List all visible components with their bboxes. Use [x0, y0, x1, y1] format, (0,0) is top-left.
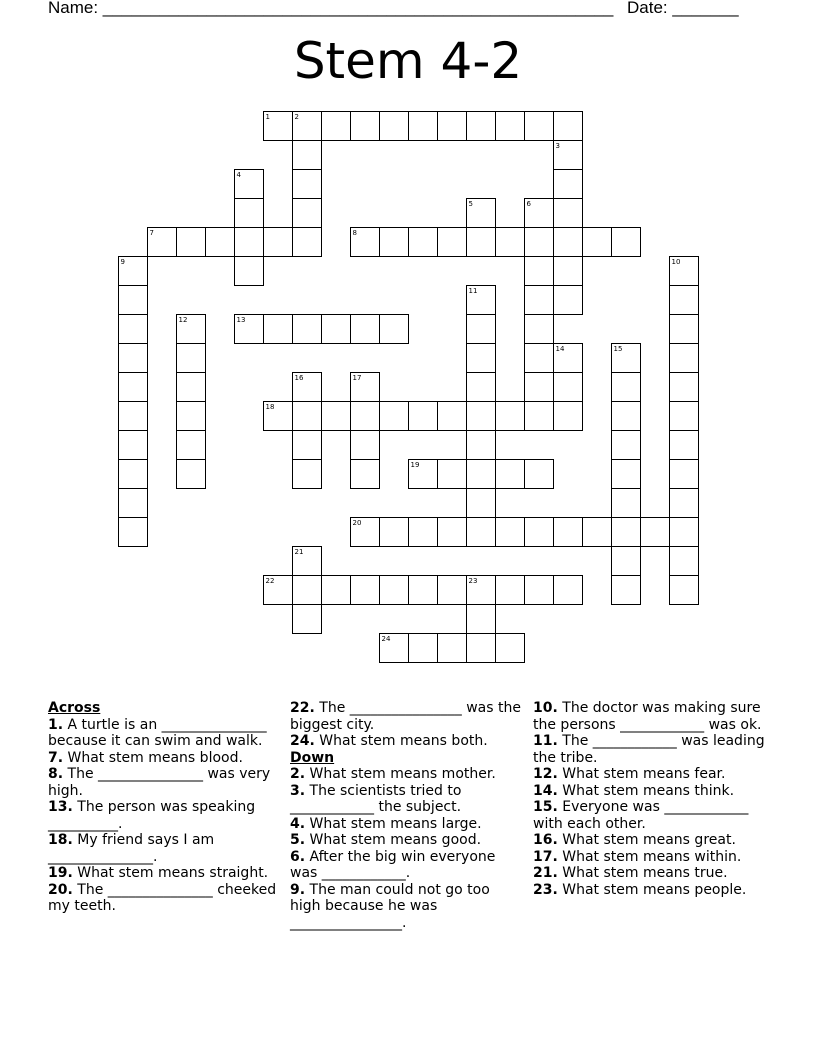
grid-cell[interactable]: [524, 256, 554, 286]
across-heading: Across: [48, 700, 101, 716]
grid-cell[interactable]: [524, 459, 554, 489]
grid-cell[interactable]: [408, 517, 438, 547]
grid-cell[interactable]: [611, 459, 641, 489]
grid-cell[interactable]: [350, 575, 380, 605]
grid-cell[interactable]: [408, 633, 438, 663]
clue-across-13: 13. The person was speaking __________.: [48, 799, 256, 832]
grid-cell[interactable]: [118, 314, 148, 344]
grid-cell[interactable]: [263, 111, 293, 141]
grid-cell[interactable]: [234, 314, 264, 344]
grid-cell[interactable]: [292, 401, 322, 431]
grid-cell[interactable]: [292, 169, 322, 199]
clue-down-9: 9. The man could not go too high because he was ________________.: [290, 881, 490, 931]
clue-number: 23: [468, 576, 478, 585]
grid-cell[interactable]: [176, 401, 206, 431]
grid-cell[interactable]: [176, 430, 206, 460]
clue-column-1: [48, 700, 280, 915]
grid-cell[interactable]: [263, 401, 293, 431]
grid-cell[interactable]: [350, 314, 380, 344]
grid-cell[interactable]: [524, 372, 554, 402]
grid-cell[interactable]: [437, 575, 467, 605]
grid-cell[interactable]: [495, 401, 525, 431]
grid-cell[interactable]: [292, 314, 322, 344]
grid-cell[interactable]: [292, 372, 322, 402]
grid-cell[interactable]: [669, 575, 699, 605]
clue-down-11: 11. The ____________ was leading the tribe.: [533, 733, 765, 766]
clue-across-8: 8. The _______________ was very high.: [48, 766, 271, 799]
grid-cell[interactable]: [350, 459, 380, 489]
grid-cell[interactable]: [350, 401, 380, 431]
grid-cell[interactable]: [582, 227, 612, 257]
clue-number: 15: [613, 344, 623, 353]
grid-cell[interactable]: [292, 227, 322, 257]
grid-cell[interactable]: [350, 372, 380, 402]
grid-cell[interactable]: [466, 111, 496, 141]
clue-down-4: 4. What stem means large.: [290, 815, 482, 832]
grid-cell[interactable]: [466, 517, 496, 547]
grid-cell[interactable]: [611, 343, 641, 373]
grid-cell[interactable]: [669, 430, 699, 460]
grid-cell[interactable]: [495, 459, 525, 489]
grid-cell[interactable]: [118, 401, 148, 431]
grid-cell[interactable]: [669, 401, 699, 431]
grid-cell[interactable]: [263, 314, 293, 344]
grid-cell[interactable]: [118, 256, 148, 286]
grid-cell[interactable]: [437, 459, 467, 489]
clue-number: 13: [236, 315, 246, 324]
grid-cell[interactable]: [553, 198, 583, 228]
clue-down-17: 17. What stem means within.: [533, 848, 742, 865]
grid-cell[interactable]: [118, 517, 148, 547]
grid-cell[interactable]: [611, 430, 641, 460]
grid-cell[interactable]: [350, 227, 380, 257]
grid-cell[interactable]: [524, 575, 554, 605]
clue-number: 12: [178, 315, 188, 324]
clue-across-7: 7. What stem means blood.: [48, 749, 243, 766]
grid-cell[interactable]: [669, 459, 699, 489]
grid-cell[interactable]: [350, 430, 380, 460]
grid-cell[interactable]: [466, 314, 496, 344]
grid-cell[interactable]: [669, 372, 699, 402]
clue-number: 16: [294, 373, 304, 382]
grid-cell[interactable]: [147, 227, 177, 257]
grid-cell[interactable]: [466, 285, 496, 315]
clue-number: 3: [555, 141, 560, 150]
clue-across-20: 20. The _______________ cheeked my teeth.: [48, 881, 277, 914]
grid-cell[interactable]: [466, 372, 496, 402]
grid-cell[interactable]: [669, 256, 699, 286]
page-title: Stem 4-2: [293, 32, 523, 90]
grid-cell[interactable]: [669, 488, 699, 518]
grid-cell[interactable]: [669, 285, 699, 315]
grid-cell[interactable]: [669, 343, 699, 373]
grid-cell[interactable]: [553, 372, 583, 402]
grid-cell[interactable]: [437, 401, 467, 431]
name-field[interactable]: Name: ______________________________________________________: [48, 0, 614, 17]
grid-cell[interactable]: [495, 111, 525, 141]
clue-across-22: 22. The ________________ was the biggest city.: [290, 700, 521, 733]
grid-cell[interactable]: [495, 517, 525, 547]
clue-column-2: [290, 700, 522, 931]
grid-cell[interactable]: [495, 227, 525, 257]
clue-down-10: 10. The doctor was making sure the persons ____________ was ok.: [533, 700, 762, 733]
clue-number: 20: [352, 518, 362, 527]
date-field[interactable]: Date: _______: [627, 0, 739, 17]
grid-cell[interactable]: [263, 575, 293, 605]
clue-number: 24: [381, 634, 391, 643]
grid-cell[interactable]: [524, 314, 554, 344]
grid-cell[interactable]: [176, 227, 206, 257]
grid-cell[interactable]: [321, 314, 351, 344]
grid-cell[interactable]: [379, 111, 409, 141]
clue-number: 1: [265, 112, 270, 121]
grid-cell[interactable]: [408, 401, 438, 431]
clue-number: 10: [671, 257, 681, 266]
grid-cell[interactable]: [292, 575, 322, 605]
grid-cell[interactable]: [611, 401, 641, 431]
clue-number: 14: [555, 344, 565, 353]
clue-number: 4: [236, 170, 241, 179]
grid-cell[interactable]: [524, 401, 554, 431]
grid-cell[interactable]: [524, 343, 554, 373]
grid-cell[interactable]: [321, 575, 351, 605]
grid-cell[interactable]: [118, 459, 148, 489]
grid-cell[interactable]: [118, 372, 148, 402]
grid-cell[interactable]: [234, 169, 264, 199]
grid-cell[interactable]: [669, 517, 699, 547]
grid-cell[interactable]: [263, 227, 293, 257]
grid-cell[interactable]: [553, 227, 583, 257]
grid-cell[interactable]: [524, 285, 554, 315]
grid-cell[interactable]: [611, 517, 641, 547]
clue-down-6: 6. After the big win everyone was ____________.: [290, 848, 496, 881]
grid-cell[interactable]: [669, 314, 699, 344]
grid-cell[interactable]: [669, 546, 699, 576]
grid-cell[interactable]: [553, 140, 583, 170]
grid-cell[interactable]: [466, 430, 496, 460]
grid-cell[interactable]: [611, 488, 641, 518]
grid-cell[interactable]: [640, 517, 670, 547]
clue-across-18: 18. My friend says I am _______________.: [48, 832, 215, 865]
clue-number: 7: [149, 228, 154, 237]
grid-cell[interactable]: [350, 517, 380, 547]
clue-down-5: 5. What stem means good.: [290, 832, 482, 848]
clue-down-16: 16. What stem means great.: [533, 832, 736, 848]
grid-cell[interactable]: [582, 517, 612, 547]
grid-cell[interactable]: [379, 314, 409, 344]
clue-across-1: 1. A turtle is an _______________ because it can swim and walk.: [48, 716, 267, 749]
down-heading: Down: [290, 749, 335, 766]
grid-cell[interactable]: [379, 575, 409, 605]
grid-cell[interactable]: [176, 372, 206, 402]
clue-down-3: 3. The scientists tried to ____________ the subject.: [290, 782, 462, 815]
grid-cell[interactable]: [437, 227, 467, 257]
grid-cell[interactable]: [495, 633, 525, 663]
clue-down-15: 15. Everyone was ____________ with each other.: [533, 799, 749, 832]
grid-cell[interactable]: [437, 633, 467, 663]
grid-cell[interactable]: [466, 575, 496, 605]
grid-cell[interactable]: [321, 401, 351, 431]
clue-number: 8: [352, 228, 357, 237]
clue-number: 9: [120, 257, 125, 266]
grid-cell[interactable]: [118, 488, 148, 518]
grid-cell[interactable]: [524, 517, 554, 547]
clue-number: 17: [352, 373, 362, 382]
clue-number: 6: [526, 199, 531, 208]
grid-cell[interactable]: [611, 575, 641, 605]
grid-cell[interactable]: [379, 517, 409, 547]
grid-cell[interactable]: [292, 604, 322, 634]
clue-number: 22: [265, 576, 275, 585]
grid-cell[interactable]: [292, 140, 322, 170]
grid-cell[interactable]: [553, 169, 583, 199]
grid-cell[interactable]: [524, 198, 554, 228]
grid-cell[interactable]: [553, 285, 583, 315]
grid-cell[interactable]: [176, 459, 206, 489]
grid-cell[interactable]: [524, 227, 554, 257]
grid-cell[interactable]: [292, 198, 322, 228]
grid-cell[interactable]: [292, 111, 322, 141]
grid-cell[interactable]: [437, 111, 467, 141]
grid-cell[interactable]: [408, 459, 438, 489]
clue-down-21: 21. What stem means true.: [533, 865, 728, 881]
grid-cell[interactable]: [466, 227, 496, 257]
grid-cell[interactable]: [553, 343, 583, 373]
grid-cell[interactable]: [234, 198, 264, 228]
clue-number: 5: [468, 199, 473, 208]
grid-cell[interactable]: [611, 546, 641, 576]
grid-cell[interactable]: [553, 575, 583, 605]
clue-number: 21: [294, 547, 304, 556]
grid-cell[interactable]: [234, 227, 264, 257]
grid-cell[interactable]: [408, 111, 438, 141]
grid-cell[interactable]: [408, 575, 438, 605]
grid-cell[interactable]: [118, 285, 148, 315]
clue-down-2: 2. What stem means mother.: [290, 766, 496, 782]
clue-number: 11: [468, 286, 478, 295]
grid-cell[interactable]: [437, 517, 467, 547]
grid-cell[interactable]: [379, 227, 409, 257]
grid-cell[interactable]: [466, 401, 496, 431]
grid-cell[interactable]: [553, 401, 583, 431]
grid-cell[interactable]: [379, 401, 409, 431]
grid-cell[interactable]: [524, 111, 554, 141]
clue-down-23: 23. What stem means people.: [533, 881, 747, 898]
grid-cell[interactable]: [495, 575, 525, 605]
clue-across-24: 24. What stem means both.: [290, 733, 488, 749]
clue-number: 18: [265, 402, 275, 411]
grid-cell[interactable]: [292, 546, 322, 576]
grid-cell[interactable]: [408, 227, 438, 257]
grid-cell[interactable]: [205, 227, 235, 257]
clue-down-12: 12. What stem means fear.: [533, 766, 726, 782]
grid-cell[interactable]: [292, 430, 322, 460]
clue-number: 2: [294, 112, 299, 121]
clue-across-19: 19. What stem means straight.: [48, 865, 269, 881]
grid-cell[interactable]: [611, 372, 641, 402]
grid-cell[interactable]: [466, 488, 496, 518]
grid-cell[interactable]: [176, 314, 206, 344]
grid-cell[interactable]: [553, 111, 583, 141]
grid-cell[interactable]: [350, 111, 380, 141]
grid-cell[interactable]: [176, 343, 206, 373]
grid-cell[interactable]: [466, 198, 496, 228]
grid-cell[interactable]: [234, 256, 264, 286]
grid-cell[interactable]: [118, 430, 148, 460]
grid-cell[interactable]: [466, 633, 496, 663]
grid-cell[interactable]: [466, 459, 496, 489]
clue-number: 19: [410, 460, 420, 469]
grid-cell[interactable]: [379, 633, 409, 663]
grid-cell[interactable]: [118, 343, 148, 373]
grid-cell[interactable]: [553, 517, 583, 547]
grid-cell[interactable]: [466, 604, 496, 634]
grid-cell[interactable]: [611, 227, 641, 257]
grid-cell[interactable]: [553, 256, 583, 286]
grid-cell[interactable]: [466, 343, 496, 373]
clue-column-3: [533, 700, 769, 898]
clue-down-14: 14. What stem means think.: [533, 782, 735, 799]
grid-cell[interactable]: [321, 111, 351, 141]
grid-cell[interactable]: [292, 459, 322, 489]
